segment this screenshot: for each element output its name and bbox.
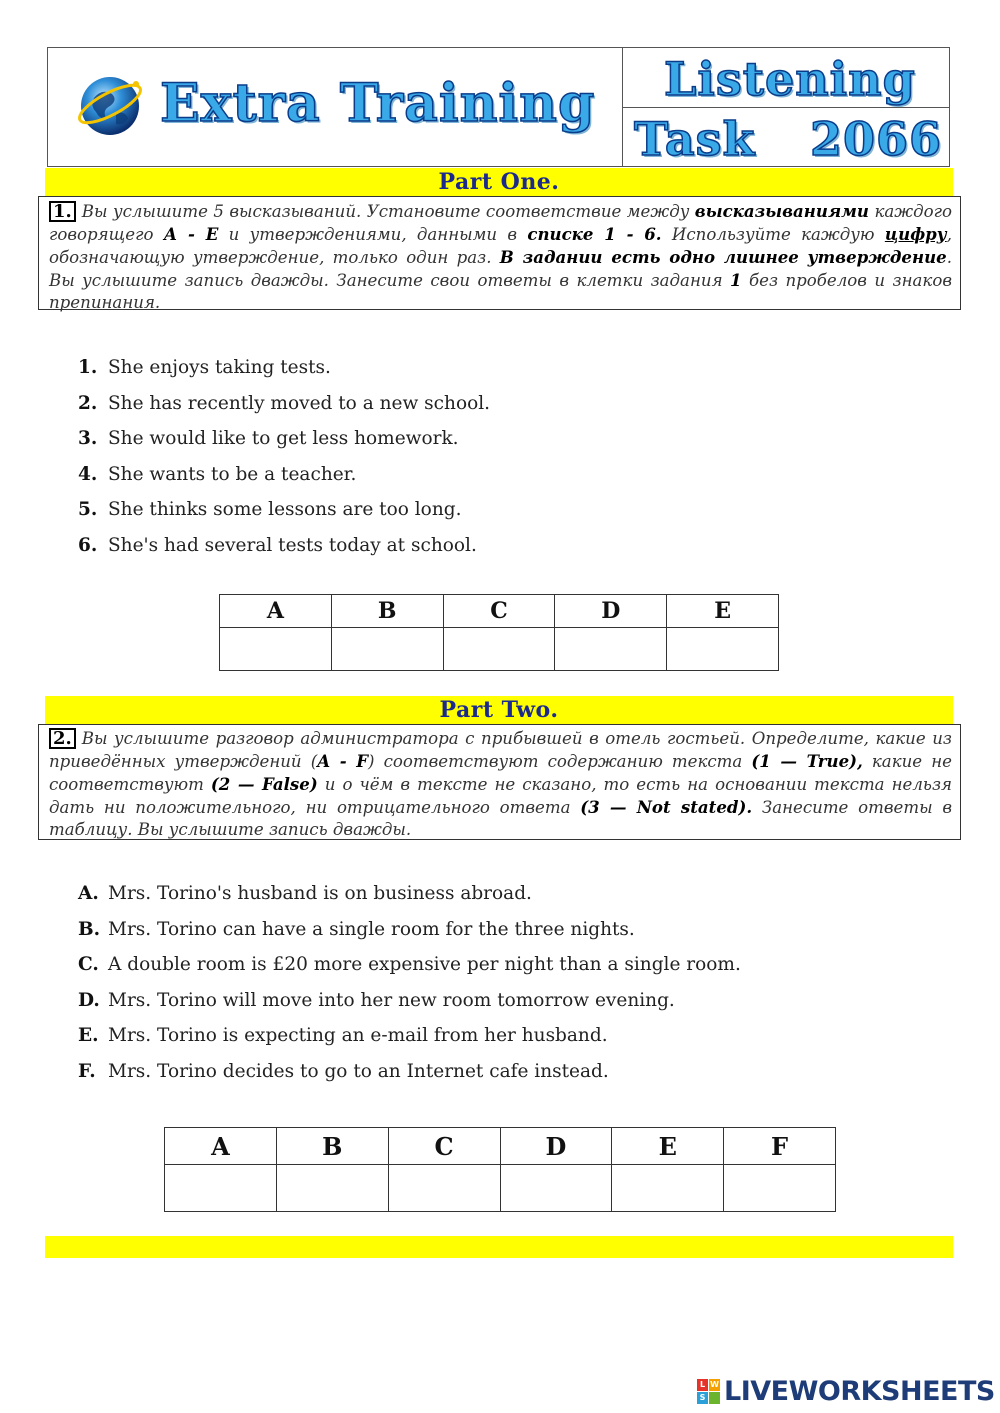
answer-column-header: F [724,1128,836,1165]
liveworksheets-logo-icon: L W S [697,1379,721,1405]
list-item: 3. She would like to get less homework. [78,428,459,449]
answer-column-header: C [388,1128,500,1165]
bottom-highlight-bar [45,1236,953,1258]
part-one-instructions: 1. Вы услышите 5 высказываний. Установите соответствие между высказываниями каждого говорящего А - Е и утверждениями, данными в списке 1 - 6. Используйте каждую цифру, обозначающую утверждение, только один раз. В задании есть одно лишнее утверждение. Вы услышите запись дважды. Занесите свои ответы в клетки задания 1 без пробелов и знаков препинания. [38,196,961,310]
list-item: 4. She wants to be a teacher. [78,463,357,485]
answer-cell[interactable] [667,628,779,671]
section-title: Listening [664,52,916,106]
liveworksheets-brand[interactable] [697,1376,995,1406]
part-two-instructions: 2. Вы услышите разговор администратора с прибывшей в отель гостьей. Определите, какие из приведённых утверждений (A - F) соответствуют содержанию текста (1 — True), какие не соответствуют (2 — False) и о чём в тексте не сказано, то есть на основании текста нельзя дать ни положительного, ни отрицательного ответа (3 — Not stated). Занесите ответы в таблицу. Вы услышите запись дважды. [38,724,961,840]
answer-column-header: A [220,595,332,628]
answer-cell[interactable] [555,628,667,671]
list-item: 5. She thinks some lessons are too long. [78,499,462,520]
answer-cell[interactable] [165,1165,277,1212]
answer-cell[interactable] [276,1165,388,1212]
globe-logo-icon [74,68,146,140]
part-one-answer-table [219,594,779,671]
task-number: 2066 [810,112,943,166]
list-item: A. Mrs. Torino's husband is on business abroad. [78,883,532,904]
list-item: 6. She's had several tests today at school. [78,534,477,556]
answer-column-header: E [612,1128,724,1165]
task-label: Task [634,112,756,166]
part-two-heading: Part Two. [45,696,953,724]
task-number-badge: 2. [49,728,76,749]
answer-cell[interactable] [724,1165,836,1212]
list-item: C. A double room is £20 more expensive per night than a single room. [78,954,741,975]
answer-column-header: B [276,1128,388,1165]
part-two-answer-table [164,1127,836,1212]
list-item: E. Mrs. Torino is expecting an e-mail from her husband. [78,1025,608,1046]
task-number-badge: 1. [49,201,76,222]
part-one-statements [78,355,490,568]
answer-cell[interactable] [612,1165,724,1212]
answer-column-header: D [500,1128,612,1165]
list-item: D. Mrs. Torino will move into her new room tomorrow evening. [78,989,675,1011]
answer-cell[interactable] [388,1165,500,1212]
list-item: B. Mrs. Torino can have a single room for the three nights. [78,918,635,940]
brand-name: LIVEWORKSHEETS [724,1376,995,1407]
answer-column-header: B [331,595,443,628]
answer-column-header: E [667,595,779,628]
answer-cell[interactable] [331,628,443,671]
list-item: F. Mrs. Torino decides to go to an Internet cafe instead. [78,1060,609,1082]
answer-cell[interactable] [500,1165,612,1212]
part-one-heading: Part One. [45,168,953,196]
answer-column-header: D [555,595,667,628]
list-item: 1. She enjoys taking tests. [78,357,331,378]
list-item: 2. She has recently moved to a new school. [78,392,491,414]
worksheet-title: Extra Training [160,73,596,134]
answer-column-header: A [165,1128,277,1165]
answer-cell[interactable] [220,628,332,671]
answer-cell[interactable] [443,628,555,671]
part-two-statements [78,881,741,1094]
header-divider [622,107,950,108]
answer-column-header: C [443,595,555,628]
